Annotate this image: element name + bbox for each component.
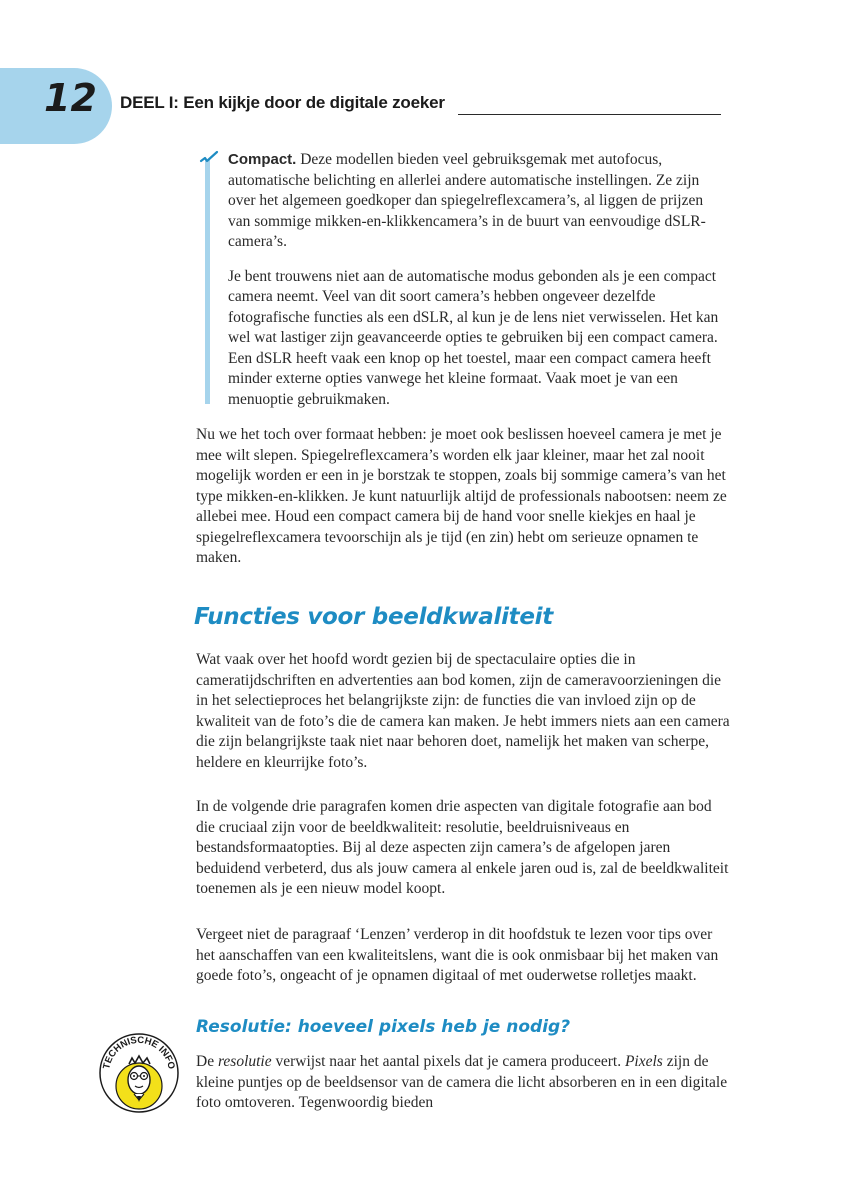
term-resolutie: resolutie	[217, 1053, 272, 1070]
icon-label: TECHNISCHE INFO	[101, 1034, 177, 1071]
subsection-paragraph-block	[196, 1052, 732, 1114]
checkmark-icon	[199, 150, 219, 166]
subsection-text-start: De	[196, 1053, 218, 1070]
section-paragraph-1-block	[196, 650, 732, 773]
subsection-text-mid: verwijst naar het aantal pixels dat je camera produceert.	[271, 1053, 625, 1070]
intro-paragraph-block	[196, 425, 732, 569]
subsection-heading: Resolutie: hoeveel pixels heb je nodig?	[196, 1017, 571, 1037]
bullet-side-bar	[205, 160, 210, 404]
technical-info-icon	[96, 1028, 182, 1114]
subsection-paragraph	[196, 1052, 732, 1114]
bullet-lead: Compact.	[228, 151, 297, 168]
subsection-text-end: zijn de kleine puntjes op de beeldsensor van de camera die licht absorberen en in een digitale foto omtoveren. Tegenwoordig bieden	[196, 1053, 728, 1111]
term-pixels: Pixels	[624, 1053, 663, 1070]
bullet-paragraph-2: Je bent trouwens niet aan de automatische modus gebonden als je een compact camera neemt. Veel van dit soort camera’s hebben ongeveer dezelfde fotografische functies als een dSLR, al kun je de lens niet verwisselen. Het kan wel wat lastiger zijn geavanceerde opties te gebruiken bij een compact camera. Een dSLR heeft vaak een knop op het toestel, maar een compact camera heeft minder externe opties vanwege het kleine formaat. Vaak moet je van een menuoptie gebruikmaken.	[228, 267, 719, 408]
bullet-item-compact	[228, 150, 728, 424]
section-heading: Functies voor beeldkwaliteit	[194, 604, 553, 630]
section-paragraph-1: Wat vaak over het hoofd wordt gezien bij de spectaculaire opties die in cameratijdschriften en advertenties aan bod komen, zijn de cameravoorzieningen die in het selectieproces het belangrijkste zijn: de functies die van invloed zijn op de kwaliteit van de foto’s die de camera kan maken. Je hebt immers niets aan een camera die zijn belangrijkste taak niet naar behoren doet, namelijk het maken van scherpe, heldere en kleurrijke foto’s.	[196, 651, 730, 771]
section-paragraph-3-block	[196, 925, 732, 987]
page-number: 12	[44, 76, 97, 120]
bullet-paragraph-1	[228, 150, 728, 253]
section-paragraph-2: In de volgende drie paragrafen komen drie aspecten van digitale fotografie aan bod die cruciaal zijn voor de beeldkwaliteit: resolutie, beeldruisniveaus en bestandsformaatopties. Bij al deze aspecten zijn camera’s de afgelopen jaren beduidend verbeterd, dus als jouw camera al enkele jaren oud is, zal de beeldkwaliteit toenemen als je een nieuw model koopt.	[196, 798, 729, 897]
section-paragraph-3: Vergeet niet de paragraaf ‘Lenzen’ verderop in dit hoofdstuk te lezen voor tips over het aanschaffen van een kwaliteitslens, want die is ook onmisbaar bij het maken van goede foto’s, ongeacht of je opnamen digitaal of met ouderwetse rolletjes maakt.	[196, 926, 719, 984]
intro-paragraph: Nu we het toch over formaat hebben: je moet ook beslissen hoeveel camera je met je mee wilt slepen. Spiegelreflexcamera’s worden elk jaar kleiner, maar het zal nooit mogelijk worden er een in je borstzak te stoppen, zoals bij sommige camera’s van het type mikken-en-klikken. Je kunt natuurlijk altijd de professionals nabootsen: neem ze allebei mee. Houd een compact camera bij de hand voor snelle kiekjes en haal je spiegelreflexcamera tevoorschijn als je tijd (en zin) hebt om serieuze opnamen te maken.	[196, 426, 727, 566]
section-paragraph-2-block	[196, 797, 732, 900]
bullet-text: Deze modellen bieden veel gebruiksgemak met autofocus, automatische belichting en allerlei andere automatische instellingen. Ze zijn over het algemeen goedkoper dan spiegelreflexcamera’s, al liggen de prijzen van sommige mikken-en-klikkencamera’s in de buurt van eenvoudige dSLR-camera’s.	[228, 151, 706, 250]
header-rule	[458, 114, 721, 115]
running-head: DEEL I: Een kijkje door de digitale zoeker	[120, 93, 445, 112]
